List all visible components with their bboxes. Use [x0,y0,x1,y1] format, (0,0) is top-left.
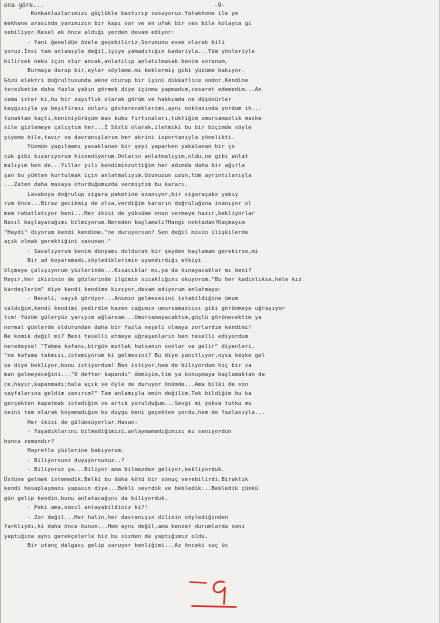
text-line: Hayır,her ikisinin de gözlerinde ilgimin sıcaklığını okuyorum."Bu her kadınlıksa,hele kız [4,277,302,283]
text-line: Ne komik değil mi? Beni teselli etmeye uğraşanların ben teselli ediyordum [4,334,249,340]
text-line: ölçmeye çalışıyorum yüzlerinde...Kısacıklar mı,ya da kınayacaklar mı beni? [4,267,252,274]
text-line: - Neceli, sayık görüyor...Anımın gelmesesini istabildiğine ümum [4,296,239,302]
header-continuation-text: ona göre... [4,2,44,9]
text-line: malıyım ben de...Yıllar yılı kendiminzuttiğim her adımda daha bir ağırla [4,163,245,169]
text-line: Bir utanç dalgası gelip saruyor benliğimi...Az önceki suç üs [4,543,229,549]
mark-stroke [190,582,206,583]
text-line: saldığım,kendi kendimi yedirdim bazen cağımın umursamazcısı gibi görünmeye uğraşıyor [4,305,286,312]
text-line: Bir ad koyaramadı,söylediklerimin uyandırdığı etkiyi [4,258,202,264]
text-line: man gelmeyeceğini..."O defter kapandı" demişim,tim ya konuşmaya başlamaktan de [4,372,265,378]
text-line: bunca zamandır? [4,438,55,445]
text-line: farklıydı,ki daha önce bunun...Hem aynı değil,ama benzer durumlarda seni [4,524,245,530]
text-line: "ne kafama takmısı,istemiyorum ki gelmesini? Bu diye yanıtlıyor,oysa keşke gel [4,353,265,359]
text-line: sama ister ki,bu bir zayıflık olarak görüm ve hakkımda ne düşünürler [4,96,232,103]
text-line: - Biliyorsunx duyuyorsunuz..? [4,457,125,464]
text-line: mam rahatlatıyor beni...Her ikisi de yüksüme onun vermeye hazır,bekliyorlar [4,210,255,217]
text-line: yoruz.İnsi tam anlamıyle değil,işiye yamadıtığın kadarıyla...Tüm yönleriyle [4,49,255,55]
text-line: yaptığına aynı gerekçelerle biz bu sizden de yaptığımız oldu. [4,533,209,540]
text-line: gerçekten kapatmak istediğim ve artık yorulduğum...Sevgi mi yoksa tutku mu [4,400,252,407]
text-line: rum önce...Biraz gecikmiş de olsa,verdiğim kararın doğruluğuna inanıyor ol [4,201,252,207]
text-line: neredeyse! "Takma kafanı,birgün mutlak hatsanın sonlar ve gelir" diyenleri, [4,343,255,350]
paper-edge-left [0,0,1,623]
text-line: tım! Yüzüm güleryüz yarıyım ağlarsam...Umursamayacaktım,güçlü görünecektim ya [4,315,262,321]
text-line: cuk gibi kızarıyorum hissediyorum.Onların anlatmalıyım,oldu,ne gibi anlat [4,153,249,160]
text-line: Konkanlazlarımızı güçlükle bastırıp susuyoruz.Yatakhone ile ye [4,11,239,17]
mark-underline-stroke [192,606,236,607]
text-line: - Peki ama,nasıl anlayabildiniz ki?! [4,505,148,511]
text-line: bilirsek neku için olur ancak,anlatılıp anlatılmasak benim sorunum. [4,58,229,65]
text-line: ...Zaten daha masaya oturduğumuzda vermiştim bu kararı. [4,182,188,188]
text-line: - Biliyoruz ya...Biliyor ama bilmezden geliyor,bekliyorduk. [4,467,225,473]
text-line: şan bu yükten kurtulmak için anlatmalıyım.Uzunuzun uzun,tüm ayrıntılarıyla [4,172,252,179]
text-line: tereiketim daha fazla yakın görmek diye içinmu yapmadım,cesaret edemedim...An [4,87,262,93]
text-line: Lavaboya doğrulup sigara paketine uzanıyor,bir sigaraşakx yakıy [4,191,239,198]
text-line: Her ikisi de gülümsüyorlar.Hasan: [4,419,138,426]
text-line: sebiliyor.Kesel ek önce aldığı yerden devam ediyor: [4,30,175,36]
text-line: normal günlerde oldurundan daha bir fazla neşeli olmaya zorlardım kendimi! [4,324,252,331]
text-line: - Yaşadıklarını bilmediğimizi,anlaymamadığımızı mı sanıyordun [4,429,232,435]
text-line: - Yani ğeneldün özele geçebiliriz.Sorununu esee olarak bili [4,39,225,46]
text-line: kardeşlerim" diye kendi kendime kızıyor,devam ediyorum anlatmaya: [4,286,222,293]
text-line: Hayretle yüzlerine bakıyorum. [4,448,125,454]
text-line: seini tam olarak koyamadığım bu duygu beni geçekten yordu,hem de fazlasıyla... [4,410,265,416]
text-line: Burmaşa durup bir,eyler söyleme.mi beklermiş gibi yüzüme bakıyor. [4,68,245,74]
text-line: se diye bekliyor,bunu istiyordum! Ben istiyor,hem de biliyordum hiç bir za [4,362,252,369]
text-line: kaygısıyla ya beyifirası onları göstereceklerimi,aynı noktasında yordum ih... [4,106,262,112]
text-line: Yüzmün yapılmamı yasaklanan bir şeyi yaparken yakalanan bir ço [4,144,235,150]
text-line: Gözü elektri doğrultusunda akne oturup bir işini dikkatlice ondor.Kendine [4,77,249,84]
text-line: mekhane arasında yanımızın bir kapı var ve en ufak bir ses bile kolayca gi [4,20,252,27]
text-line: açık olmak gerektiğini savunan." [4,239,112,245]
text-line: kendi hesaplaşmanı yapasın diye...Bekli sevrdik ve bekledik...Bekledik çünkü [4,486,259,492]
text-line: gün gelip kendin,bunu anlatacağını da biliyorduk. [4,495,168,502]
text-line: Üstüne gelmek istemedik.Belki bu daha kötü bir sonuç verebilirdi.Biraktık [4,476,249,483]
text-line: yiyeme bile,tavır ve davranışlarım her akrini isportanıyla yönelikti. [4,134,235,141]
page-number: -9- [214,2,225,9]
text-line: ce,hayır,kapanmadı;hala açık ve öyle de duruyor önümde...Ama bilki de son [4,381,249,388]
text-line: - Savalıyorum benim dünyamı dolduran bir şeyden başlamam gerekirse,mi [4,248,259,255]
text-line: tunaktam kaçtı,keniniyürüşüm mas kubu fırtınaları,tuktiğim umursamazlık maske [4,115,262,122]
handwritten-page-mark [188,576,240,610]
body-text [4,10,438,552]
text-line: sile gizlemeye çalıştım her...İ Sözlü olarak,iletmiki bu bir biçimde söyle [4,125,252,131]
text-line: Nasıl başlayacağımı bilmiyorum.Nereden başlamalı?Hangi noktadan?Kaçmayım [4,220,245,226]
text-line: - Zor değil...Her halin,her davranışın dilinin söylediğinden [4,514,229,521]
text-line: "Haydi" diyorum kendi kendime,"ne duruyorsun? Sen değil misin ilişkilerde [4,229,249,236]
text-line: sayfalarına geldim sanırım?" Tam anlamıyla emin değilim.Tek bildiğim bu ka [4,391,252,397]
handwritten-nine-mark [214,582,225,604]
